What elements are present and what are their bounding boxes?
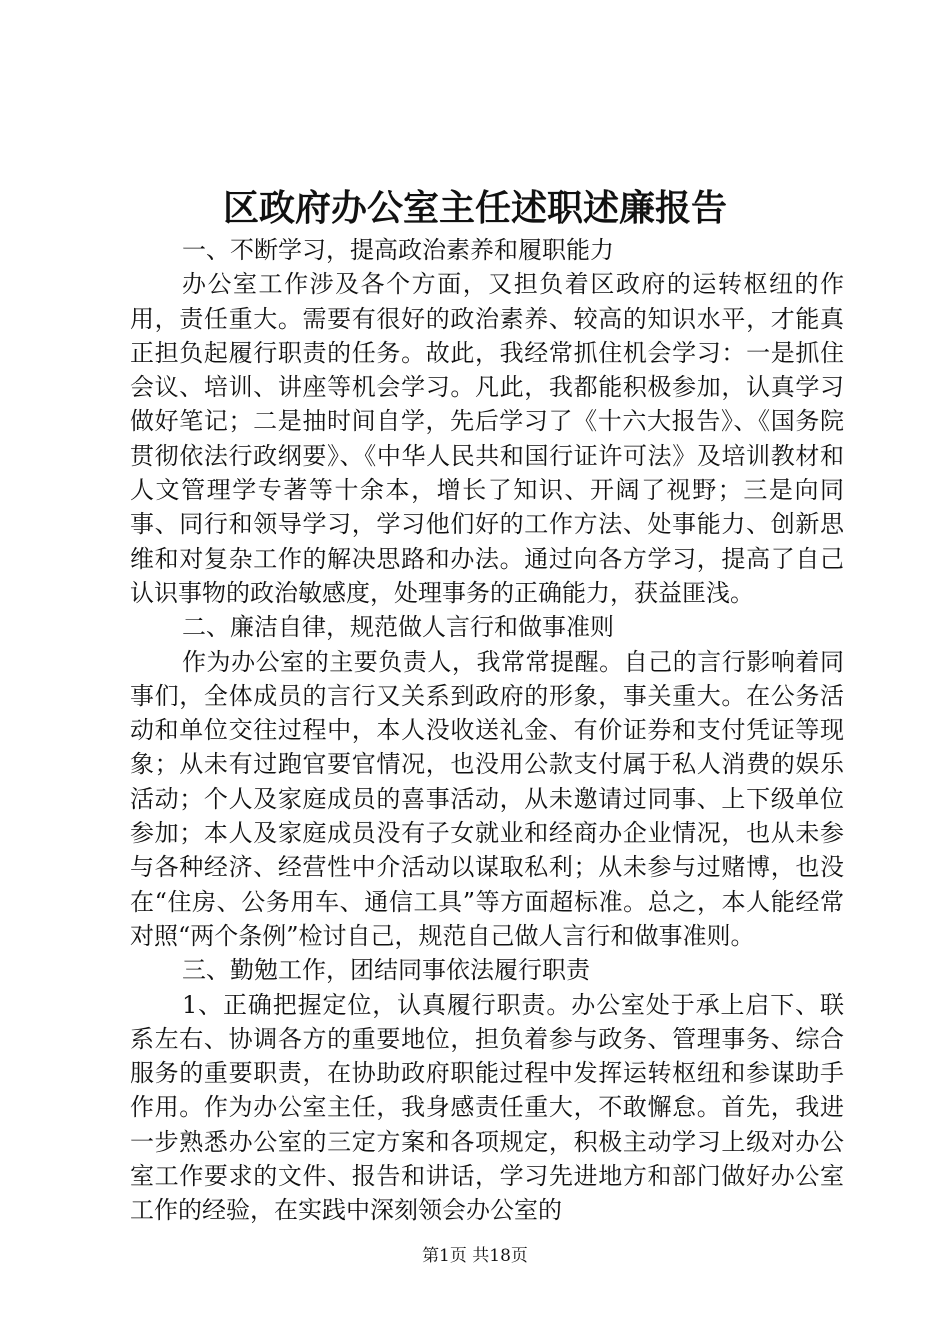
document-title: 区政府办公室主任述职述廉报告 <box>222 187 727 229</box>
section-paragraph-3: 1、正确把握定位，认真履行职责。办公室处于承上启下、联系左右、协调各方的重要地位，担负着参与政务、管理事务、综合服务的重要职责，在协助政府职能过程中发挥运转枢纽和参谋助手作用。作为办公室主任，我身感责任重大，不敢懈怠。首先，我进一步熟悉办公室的三定方案和各项规定，积极主动学习上级对办公室工作要求的文件、报告和讲话，学习先进地方和部门做好办公室工作的经验，在实践中深刻领会办公室的 <box>130 990 844 1225</box>
page-footer: 第1页 共18页 <box>422 1246 528 1266</box>
section-paragraph-1: 办公室工作涉及各个方面，又担负着区政府的运转枢纽的作用，责任重大。需要有很好的政治素养、较高的知识水平，才能真正担负起履行职责的任务。故此，我经常抓住机会学习：一是抓住会议、培训、讲座等机会学习。凡此，我都能积极参加，认真学习做好笔记；二是抽时间自学，先后学习了《十六大报告》、《国务院贯彻依法行政纲要》、《中华人民共和国行证许可法》及培训教材和人文管理学专著等十余本，增长了知识、开阔了视野；三是向同事、同行和领导学习，学习他们好的工作方法、处事能力、创新思维和对复杂工作的解决思路和办法。通过向各方学习，提高了自己认识事物的政治敏感度，处理事务的正确能力，获益匪浅。 <box>130 270 844 607</box>
section-heading-3: 三、勤勉工作，团结同事依法履行职责 <box>182 956 590 985</box>
section-heading-2: 二、廉洁自律，规范做人言行和做事准则 <box>182 613 614 642</box>
document-body <box>130 233 844 1228</box>
section-heading-1: 一、不断学习，提高政治素养和履职能力 <box>182 236 614 264</box>
section-paragraph-2: 作为办公室的主要负责人，我常常提醒。自己的言行影响着同事们，全体成员的言行又关系到政府的形象，事关重大。在公务活动和单位交往过程中，本人没收送礼金、有价证券和支付凭证等现象；从未有过跑官要官情况，也没用公款支付属于私人消费的娱乐活动；个人及家庭成员的喜事活动，从未邀请过同事、上下级单位参加；本人及家庭成员没有子女就业和经商办企业情况，也从未参与各种经济、经营性中介活动以谋取私利；从未参与过赌博，也没在“住房、公务用车、通信工具”等方面超标准。总之，本人能经常对照“两个条例”检讨自己，规范自己做人言行和做事准则。 <box>130 647 844 950</box>
